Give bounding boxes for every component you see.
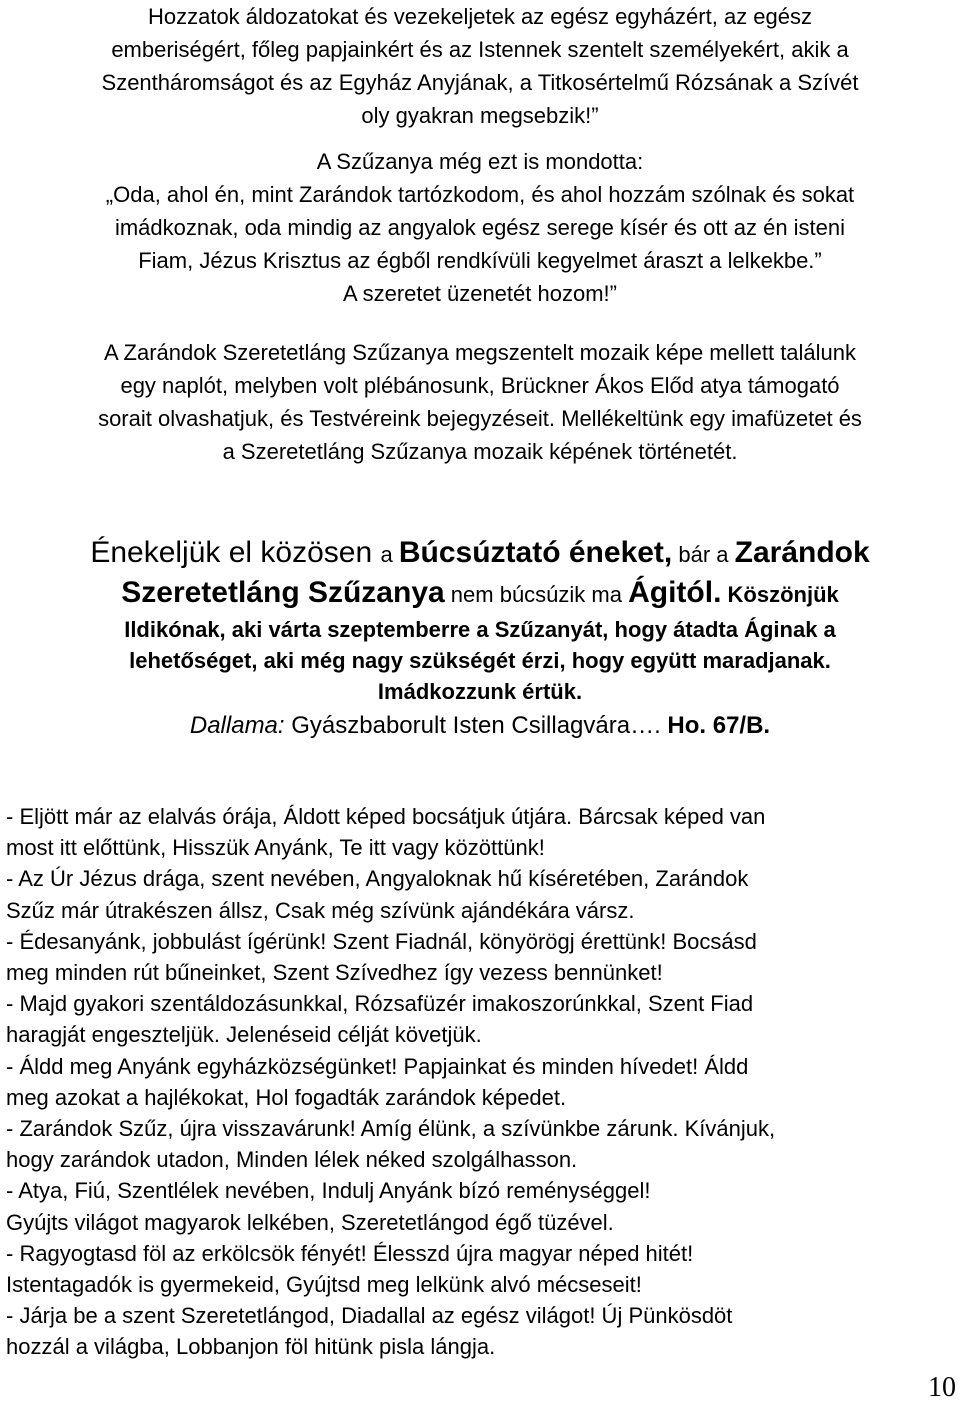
text-line: oly gyakran megsebzik!” xyxy=(361,103,599,128)
lyric-line: - Áldd meg Anyánk egyházközségünket! Papjainkat és minden hívedet! Áldd xyxy=(6,1053,749,1079)
text-line: egy naplót, melyben volt plébánosunk, Brückner Ákos Előd atya támogató xyxy=(120,373,840,398)
announcement-text: Köszönjük xyxy=(721,582,839,607)
announcement-line: lehetőséget, aki még nagy szükségét érzi, hogy együtt maradjanak. xyxy=(129,648,831,673)
lyric-line: Istentagadók is gyermekeid, Gyújtsd meg lelkünk alvó mécseseit! xyxy=(6,1272,642,1298)
lyric-line: - Az Úr Jézus drága, szent nevében, Angyaloknak hű kíséretében, Zarándok xyxy=(6,866,749,892)
announcement-line xyxy=(0,534,960,574)
text-line: imádkoznak, oda mindig az angyalok egész serege kísér és ott az én isteni xyxy=(114,215,846,240)
text-line: „Oda, ahol én, mint Zarándok tartózkodom, és ahol hozzám szólnak és sokat xyxy=(105,182,855,207)
text-line: A szeretet üzenetét hozom!” xyxy=(343,281,617,306)
announcement-text: bár a xyxy=(672,542,735,567)
lyric-line: - Eljött már az elalvás órája, Áldott képed bocsátjuk útjára. Bárcsak képed van xyxy=(6,804,766,829)
announcement-line: Imádkozzunk értük. xyxy=(377,679,583,704)
text-line: Szentháromságot és az Egyház Anyjának, a Titkosértelmű Rózsának a Szívét xyxy=(101,70,859,95)
lyric-line: hogy zarándok utadon, Minden lélek néked szolgálhasson. xyxy=(6,1147,578,1173)
lyric-line: meg minden rút bűneinket, Szent Szívedhez így vezess bennünket! xyxy=(6,960,663,986)
text-line: A Szűzanya még ezt is mondotta: xyxy=(316,149,644,174)
announcement-text: Szeretetláng Szűzanya xyxy=(121,576,445,609)
song-lyrics xyxy=(6,801,956,1363)
lyric-line: - Atya, Fiú, Szentlélek nevében, Indulj Anyánk bízó reménységgel! xyxy=(6,1178,651,1204)
lyric-line: - Majd gyakori szentáldozásunkkal, Rózsafüzér imakoszorúnkkal, Szent Fiad xyxy=(6,991,754,1017)
lyric-line: - Járja be a szent Szeretetlángod, Diadallal az egész világot! Új Pünkösdöt xyxy=(6,1303,733,1329)
song-title: Búcsúztató éneket, xyxy=(398,536,673,569)
announcement-line xyxy=(0,574,960,614)
lyric-line: meg azokat a hajlékokat, Hol fogadták zarándok képedet. xyxy=(6,1084,567,1110)
lyric-line: most itt előttünk, Hisszük Anyánk, Te itt vagy közöttünk! xyxy=(6,835,545,861)
announcement-line: Ildikónak, aki várta szeptemberre a Szűzanyát, hogy átadta Áginak a xyxy=(124,617,836,642)
announcement-text: Ágitól. xyxy=(628,576,722,609)
text-line: sorait olvashatjuk, és Testvéreink bejegyzéseit. Mellékeltünk egy imafüzetet és xyxy=(98,406,862,431)
text-line: Hozzatok áldozatokat és vezekeljetek az egész egyházért, az egész xyxy=(147,4,813,29)
announcement-text: nem búcsúzik ma xyxy=(444,582,629,607)
lyric-line: Gyújts világot magyarok lelkében, Szeretetlángod égő tüzével. xyxy=(6,1209,614,1235)
melody-line xyxy=(0,709,960,743)
lyric-line: haragját engeszteljük. Jelenéseid célját követjük. xyxy=(6,1022,482,1048)
melody-title: Gyászbaborult Isten Csillagvára…. xyxy=(284,712,668,739)
announcement-text: Énekeljük el közösen xyxy=(90,536,381,569)
quote-paragraph xyxy=(0,145,960,310)
announcement xyxy=(0,534,960,743)
announcement-text: a xyxy=(380,542,399,567)
text-line: a Szeretetláng Szűzanya mozaik képének történetét. xyxy=(222,439,738,464)
lyric-line: - Édesanyánk, jobbulást ígérünk! Szent Fiadnál, könyörögj érettünk! Bocsásd xyxy=(6,928,757,954)
lyric-line: - Zarándok Szűz, újra visszavárunk! Amíg élünk, a szívünkbe zárunk. Kívánjuk, xyxy=(6,1116,776,1142)
diary-paragraph xyxy=(0,336,960,468)
lyric-line: Szűz már útrakészen állsz, Csak még szívünk ajándékára vársz. xyxy=(6,897,635,923)
text-line: Fiam, Jézus Krisztus az égből rendkívüli kegyelmet áraszt a lelkekbe.” xyxy=(138,248,822,273)
announcement-text: Zarándok xyxy=(734,536,870,569)
lyric-line: - Ragyogtasd föl az erkölcsök fényét! Élesszd újra magyar néped hitét! xyxy=(6,1240,694,1266)
intro-paragraph xyxy=(0,0,960,132)
hymn-number: Ho. 67/B. xyxy=(667,712,771,739)
text-line: emberiségért, főleg papjainkért és az Istennek szentelt személyekért, akik a xyxy=(111,37,849,62)
melody-label: Dallama: xyxy=(189,712,285,739)
lyric-line: hozzál a világba, Lobbanjon föl hitünk pisla lángja. xyxy=(6,1334,496,1360)
page-number: 10 xyxy=(928,1372,956,1403)
text-line: A Zarándok Szeretetláng Szűzanya megszentelt mozaik képe mellett találunk xyxy=(103,340,857,365)
